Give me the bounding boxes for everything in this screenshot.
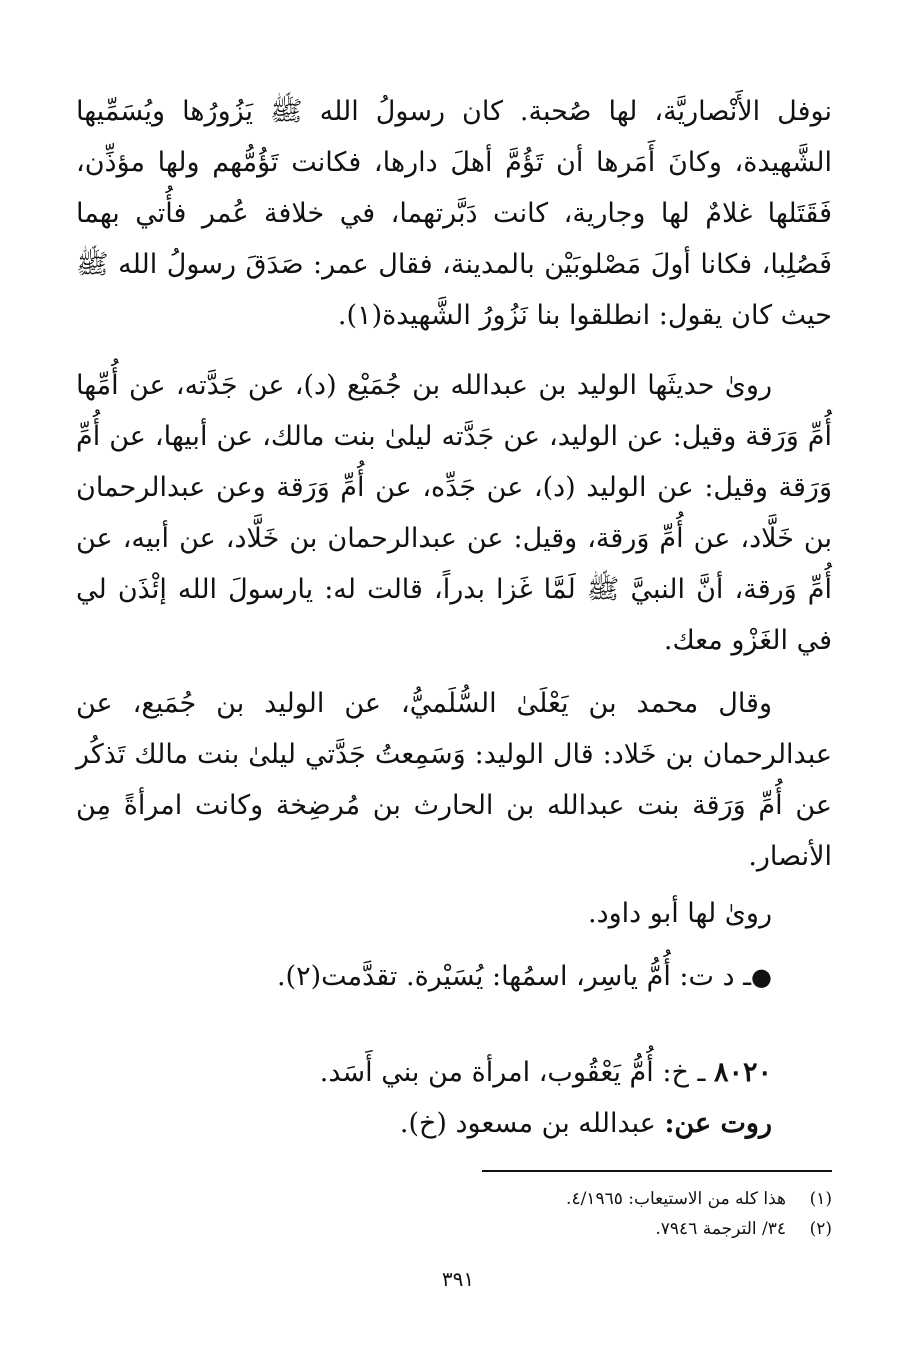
footnote-text: ٣٤/ الترجمة ٧٩٤٦.: [655, 1219, 786, 1239]
entry-heading-text: ـ خ: أُمُّ يَعْقُوب، امرأة من بني أَسَد.: [319, 1057, 706, 1088]
entry-8020-narrated: [76, 1098, 832, 1149]
narrated-label: روت عن:: [664, 1108, 772, 1139]
footnotes: [482, 1170, 832, 1244]
narrated-text: عبدالله بن مسعود (خ).: [399, 1108, 656, 1139]
footnote-number: (٢): [809, 1219, 832, 1239]
entry-umm-yasir: [76, 951, 832, 1003]
body-text: [76, 86, 832, 1149]
footnote-text: هذا كله من الاستيعاب: ٤/١٩٦٥.: [566, 1189, 786, 1209]
page-number: ٣٩١: [441, 1267, 475, 1291]
paragraph-umm-waraqa-bio: نوفل الأَنْصاريَّة، لها صُحبة. كان رسولُ الله ﷺ يَزُورُها ويُسَمِّيها الشَّهيدة، وكانَ أَمَرها أن تَؤُمَّ أهلَ دارها، فكانت تَؤُمُّهم ولها مؤذِّن، فَقَتَلها غلامٌ لها وجارية، كانت دَبَّرتهما، في خلافة عُمر فأُتي بهما فَصُلِبا، فكانا أولَ مَصْلوبَيْن بالمدينة، فقال عمر: صَدَقَ رسولُ الله ﷺ حيث كان يقول: انطلقوا بنا نَزُورُ الشَّهيدة(١).: [76, 96, 832, 331]
entry-umm-yasir-text: ـ د ت: أُمُّ ياسِر، اسمُها: يُسَيْرة. تقدَّمت(٢).: [276, 961, 752, 992]
paragraph-muhammad-ibn-yala: وقال محمد بن يَعْلَىٰ السُّلَميُّ، عن الوليد بن جُمَيع، عن عبدالرحمان بن خَلاد: قال الوليد: وَسَمِعتُ جَدَّتي ليلىٰ بنت مالك تَذكُر عن أُمِّ وَرَقة بنت عبدالله بن الحارث بن مُرضِخة وكانت امرأةً مِن الأنصار.: [76, 688, 832, 872]
bullet-icon: ●: [751, 963, 772, 991]
footnote-2: [482, 1214, 832, 1244]
entry-8020-heading: [76, 1047, 832, 1098]
entry-number: ٨٠٢٠: [713, 1057, 772, 1088]
footnote-1: [482, 1184, 832, 1214]
footnote-number: (١): [809, 1189, 832, 1209]
paragraph-abu-dawud: روىٰ لها أبو داود.: [588, 898, 772, 929]
paragraph-narrators: روىٰ حديثَها الوليد بن عبدالله بن جُمَيْع (د)، عن جَدَّته، عن أُمِّها أُمِّ وَرَقة وقيل: عن الوليد، عن جَدَّته ليلىٰ بنت مالك، عن أبيها، عن أُمِّ وَرَقة وقيل: عن الوليد (د)، عن جَدِّه، عن أُمِّ وَرَقة وعن عبدالرحمان بن خَلَّاد، عن أُمِّ وَرقة، وقيل: عن عبدالرحمان بن خَلَّاد، عن أبيه، عن أُمِّ وَرقة، أنَّ النبيَّ ﷺ لَمَّا غَزا بدراً، قالت له: يارسولَ الله إئْذَن لي في الغَزْو معك.: [76, 370, 832, 656]
